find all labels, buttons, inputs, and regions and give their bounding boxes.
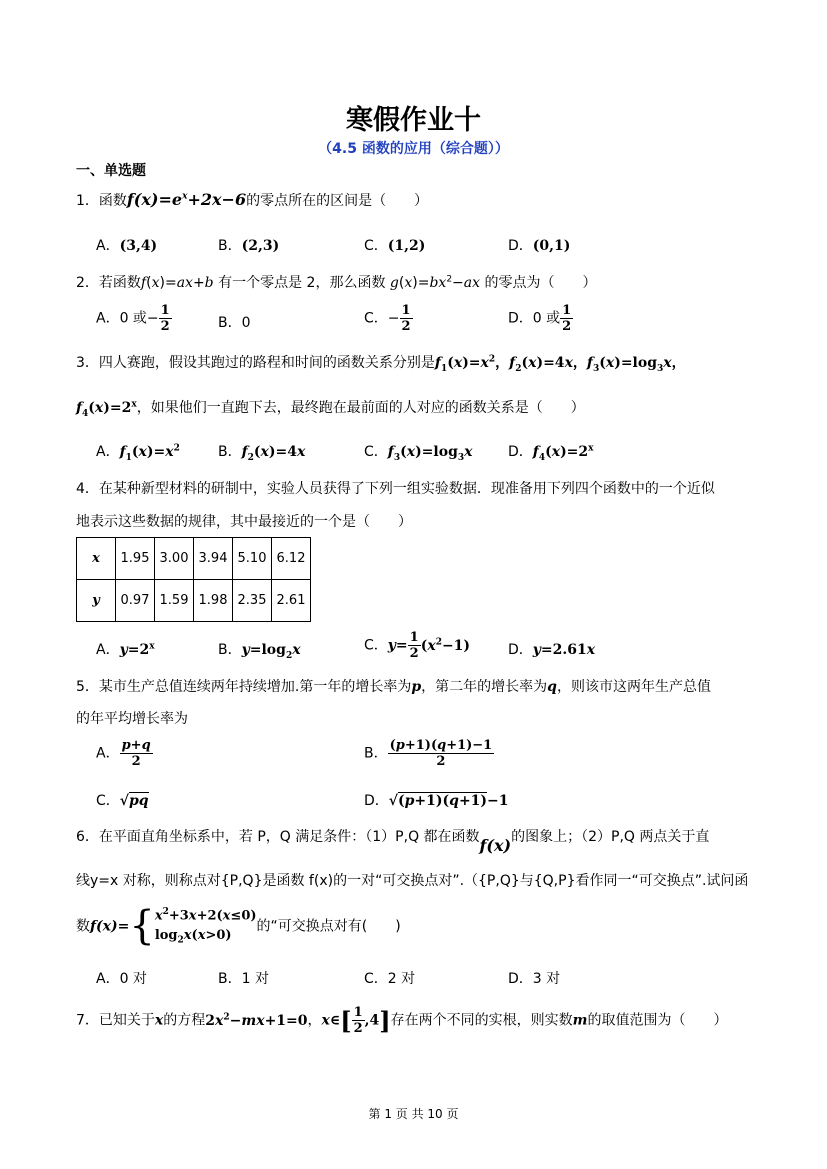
q1-option-c[interactable]: C．(1,2) bbox=[364, 238, 426, 254]
q5-option-d[interactable]: D．√(p+1)(q+1)−1 bbox=[364, 793, 509, 809]
question-1 bbox=[76, 190, 428, 210]
question-4-line-2: 地表示这些数据的规律，其中最接近的一个是（ ） bbox=[76, 514, 412, 530]
data-table bbox=[76, 537, 311, 622]
question-2: 2．若函数f(x)=ax+b 有一个零点是 2，那么函数 $g(x)=bx^2-ax$ 的零点为（ ） bbox=[76, 274, 597, 291]
question-5-line-2: 的年平均增长率为 bbox=[76, 711, 188, 727]
q4-option-a[interactable]: A．$y=2^x$ bbox=[96, 641, 155, 658]
q1-prefix: 1．函数 bbox=[76, 193, 127, 209]
q1-option-b[interactable]: B．(2,3) bbox=[218, 238, 280, 254]
q4-option-c[interactable]: C．y= $\frac{1}{2}$ $(x^2-1)$ bbox=[364, 630, 471, 661]
question-3: 3．四人赛跑，假设其跑过的路程和时间的函数关系分别是$f_1(x)=x^2$，$f_2(x)=4x$，$f_3(x)=\log_3x$， bbox=[76, 354, 686, 374]
q5-option-a[interactable]: A． $\frac{p+q}{2}$ bbox=[96, 738, 151, 769]
q1-option-a[interactable]: A．(3,4) bbox=[96, 238, 158, 254]
question-6-line-3: 数$f(x)=\{x^2+3x+2(x\le 0)$ $\log_2x(x>0)$的“可交换点对有( ) bbox=[76, 903, 401, 950]
q6-option-c[interactable]: C．2 对 bbox=[364, 971, 416, 987]
q6-option-b[interactable]: B．1 对 bbox=[218, 971, 269, 987]
table-header-x: x bbox=[77, 538, 116, 580]
q6-option-a[interactable]: A．0 对 bbox=[96, 971, 147, 987]
q3-option-c[interactable]: C．$f_3(x)=\log_3x$ bbox=[364, 444, 473, 463]
table-row: y 0.97 1.59 1.98 2.35 2.61 bbox=[77, 580, 311, 622]
q4-option-b[interactable]: B．$y=\log_2x$ bbox=[218, 642, 301, 661]
q3-option-d[interactable]: D．$f_4(x)=2^x$ bbox=[508, 443, 594, 463]
page-footer: 第 1 页 共 10 页 bbox=[368, 1107, 459, 1121]
page-subtitle: （4.5 函数的应用（综合题）） bbox=[318, 141, 509, 157]
q5-option-b[interactable]: B． $\frac{(p+1)(q+1)-1}{2}$ bbox=[364, 738, 493, 769]
question-6-line-2: 线y=x 对称，则称点对{P,Q}是函数 f(x)的一对“可交换点对”.（{P,Q}与{Q,P}看作同一“可交换点”.试问函 bbox=[76, 873, 749, 889]
q2-option-b[interactable]: B．0 bbox=[218, 315, 251, 331]
question-6: 6．在平面直角坐标系中，若 P，Q 满足条件：（1）P,Q 都在函数f(x)的图象上；（2）P,Q 两点关于直 bbox=[76, 829, 710, 855]
q6-option-d[interactable]: D．3 对 bbox=[508, 971, 561, 987]
q5-option-c[interactable]: C．√pq bbox=[96, 793, 149, 809]
q1-formula: $f(x)=e^x+2x-6$ bbox=[126, 190, 247, 209]
question-7: 7．已知关于x的方程$2x^2-mx+1=0$，x∈[ $\frac{1}{2}$ ,4]存在两个不同的实根，则实数m的取值范围为（ ） bbox=[76, 1005, 728, 1036]
q2-option-a[interactable]: A．0 或− $\frac{1}{2}$ bbox=[96, 303, 170, 334]
q2-option-d[interactable]: D．0 或 $\frac{1}{2}$ bbox=[508, 303, 572, 334]
q3-option-b[interactable]: B．$f_2(x)=4x$ bbox=[218, 444, 306, 463]
q4-option-d[interactable]: D．y=2.61x bbox=[508, 642, 596, 658]
q2-option-c[interactable]: C．− $\frac{1}{2}$ bbox=[364, 303, 411, 334]
question-5: 5．某市生产总值连续两年持续增加.第一年的增长率为p，第二年的增长率为q，则该市这两年生产总值 bbox=[76, 679, 711, 695]
table-header-y: y bbox=[77, 580, 116, 622]
question-3-line-2: $f_4(x)=2^x$，如果他们一直跑下去，最终跑在最前面的人对应的函数关系是（ ） bbox=[76, 399, 585, 419]
q3-option-a[interactable]: A．$f_1(x)=x^2$ bbox=[96, 443, 180, 463]
table-row: x 1.95 3.00 3.94 5.10 6.12 bbox=[77, 538, 311, 580]
q1-option-d[interactable]: D．(0,1) bbox=[508, 238, 571, 254]
page-title: 寒假作业十 bbox=[346, 105, 481, 136]
question-4: 4．在某种新型材料的研制中，实验人员获得了下列一组实验数据．现准备用下列四个函数中的一个近似 bbox=[76, 481, 715, 497]
section-title: 一、单选题 bbox=[76, 163, 146, 179]
q1-suffix: 的零点所在的区间是（ ） bbox=[246, 193, 429, 209]
